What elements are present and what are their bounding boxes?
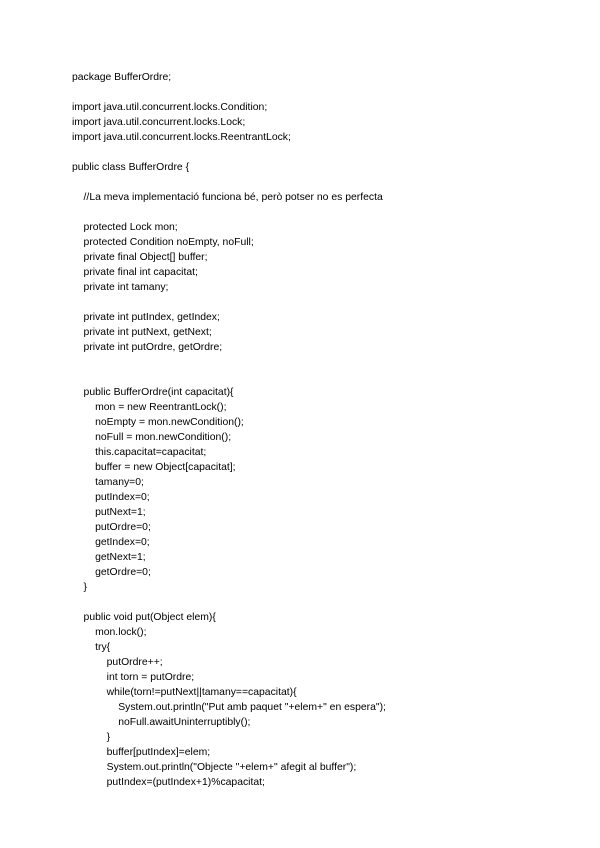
code-line: import java.util.concurrent.locks.ReentrantLock; [72, 132, 291, 143]
code-line: getOrdre=0; [72, 567, 151, 578]
code-line: System.out.println("Objecte "+elem+" afegit al buffer"); [72, 762, 357, 773]
code-line: buffer = new Object[capacitat]; [72, 462, 236, 473]
java-source-code [72, 70, 386, 790]
code-line: while(torn!=putNext||tamany==capacitat){ [72, 687, 297, 698]
code-line: import java.util.concurrent.locks.Lock; [72, 117, 246, 128]
code-line: private final int capacitat; [72, 267, 198, 278]
code-line: private int putOrdre, getOrdre; [72, 342, 223, 353]
code-line: package BufferOrdre; [72, 72, 172, 83]
code-line: public BufferOrdre(int capacitat){ [72, 387, 234, 398]
code-line: public class BufferOrdre { [72, 162, 190, 173]
code-line: private final Object[] buffer; [72, 252, 208, 263]
code-line: noEmpty = mon.newCondition(); [72, 417, 244, 428]
code-line: } [72, 732, 111, 743]
code-line: putIndex=0; [72, 492, 150, 503]
code-line: putOrdre++; [72, 657, 163, 668]
code-line: buffer[putIndex]=elem; [72, 747, 211, 758]
code-line: noFull.awaitUninterruptibly(); [72, 717, 251, 728]
code-line: public void put(Object elem){ [72, 612, 216, 623]
code-line: System.out.println("Put amb paquet "+elem+" en espera"); [72, 702, 386, 713]
code-line: private int putNext, getNext; [72, 327, 212, 338]
code-line: getIndex=0; [72, 537, 150, 548]
blank-line [72, 355, 386, 370]
blank-line [72, 595, 386, 610]
code-line: int torn = putOrdre; [72, 672, 195, 683]
blank-line [72, 145, 386, 160]
blank-line [72, 175, 386, 190]
blank-line [72, 370, 386, 385]
code-line: noFull = mon.newCondition(); [72, 432, 232, 443]
code-line: mon = new ReentrantLock(); [72, 402, 227, 413]
code-line: private int tamany; [72, 282, 169, 293]
code-line: putIndex=(putIndex+1)%capacitat; [72, 777, 265, 788]
code-line: import java.util.concurrent.locks.Condition; [72, 102, 268, 113]
code-line: this.capacitat=capacitat; [72, 447, 207, 458]
code-line: } [72, 582, 88, 593]
code-line: mon.lock(); [72, 627, 147, 638]
code-line: protected Lock mon; [72, 222, 178, 233]
blank-line [72, 85, 386, 100]
code-line: getNext=1; [72, 552, 146, 563]
code-line: putOrdre=0; [72, 522, 151, 533]
code-line: try{ [72, 642, 111, 653]
code-line: tamany=0; [72, 477, 144, 488]
blank-line [72, 205, 386, 220]
code-line: protected Condition noEmpty, noFull; [72, 237, 254, 248]
code-line: putNext=1; [72, 507, 146, 518]
code-line: private int putIndex, getIndex; [72, 312, 220, 323]
blank-line [72, 295, 386, 310]
code-line: //La meva implementació funciona bé, però potser no es perfecta [72, 192, 383, 203]
